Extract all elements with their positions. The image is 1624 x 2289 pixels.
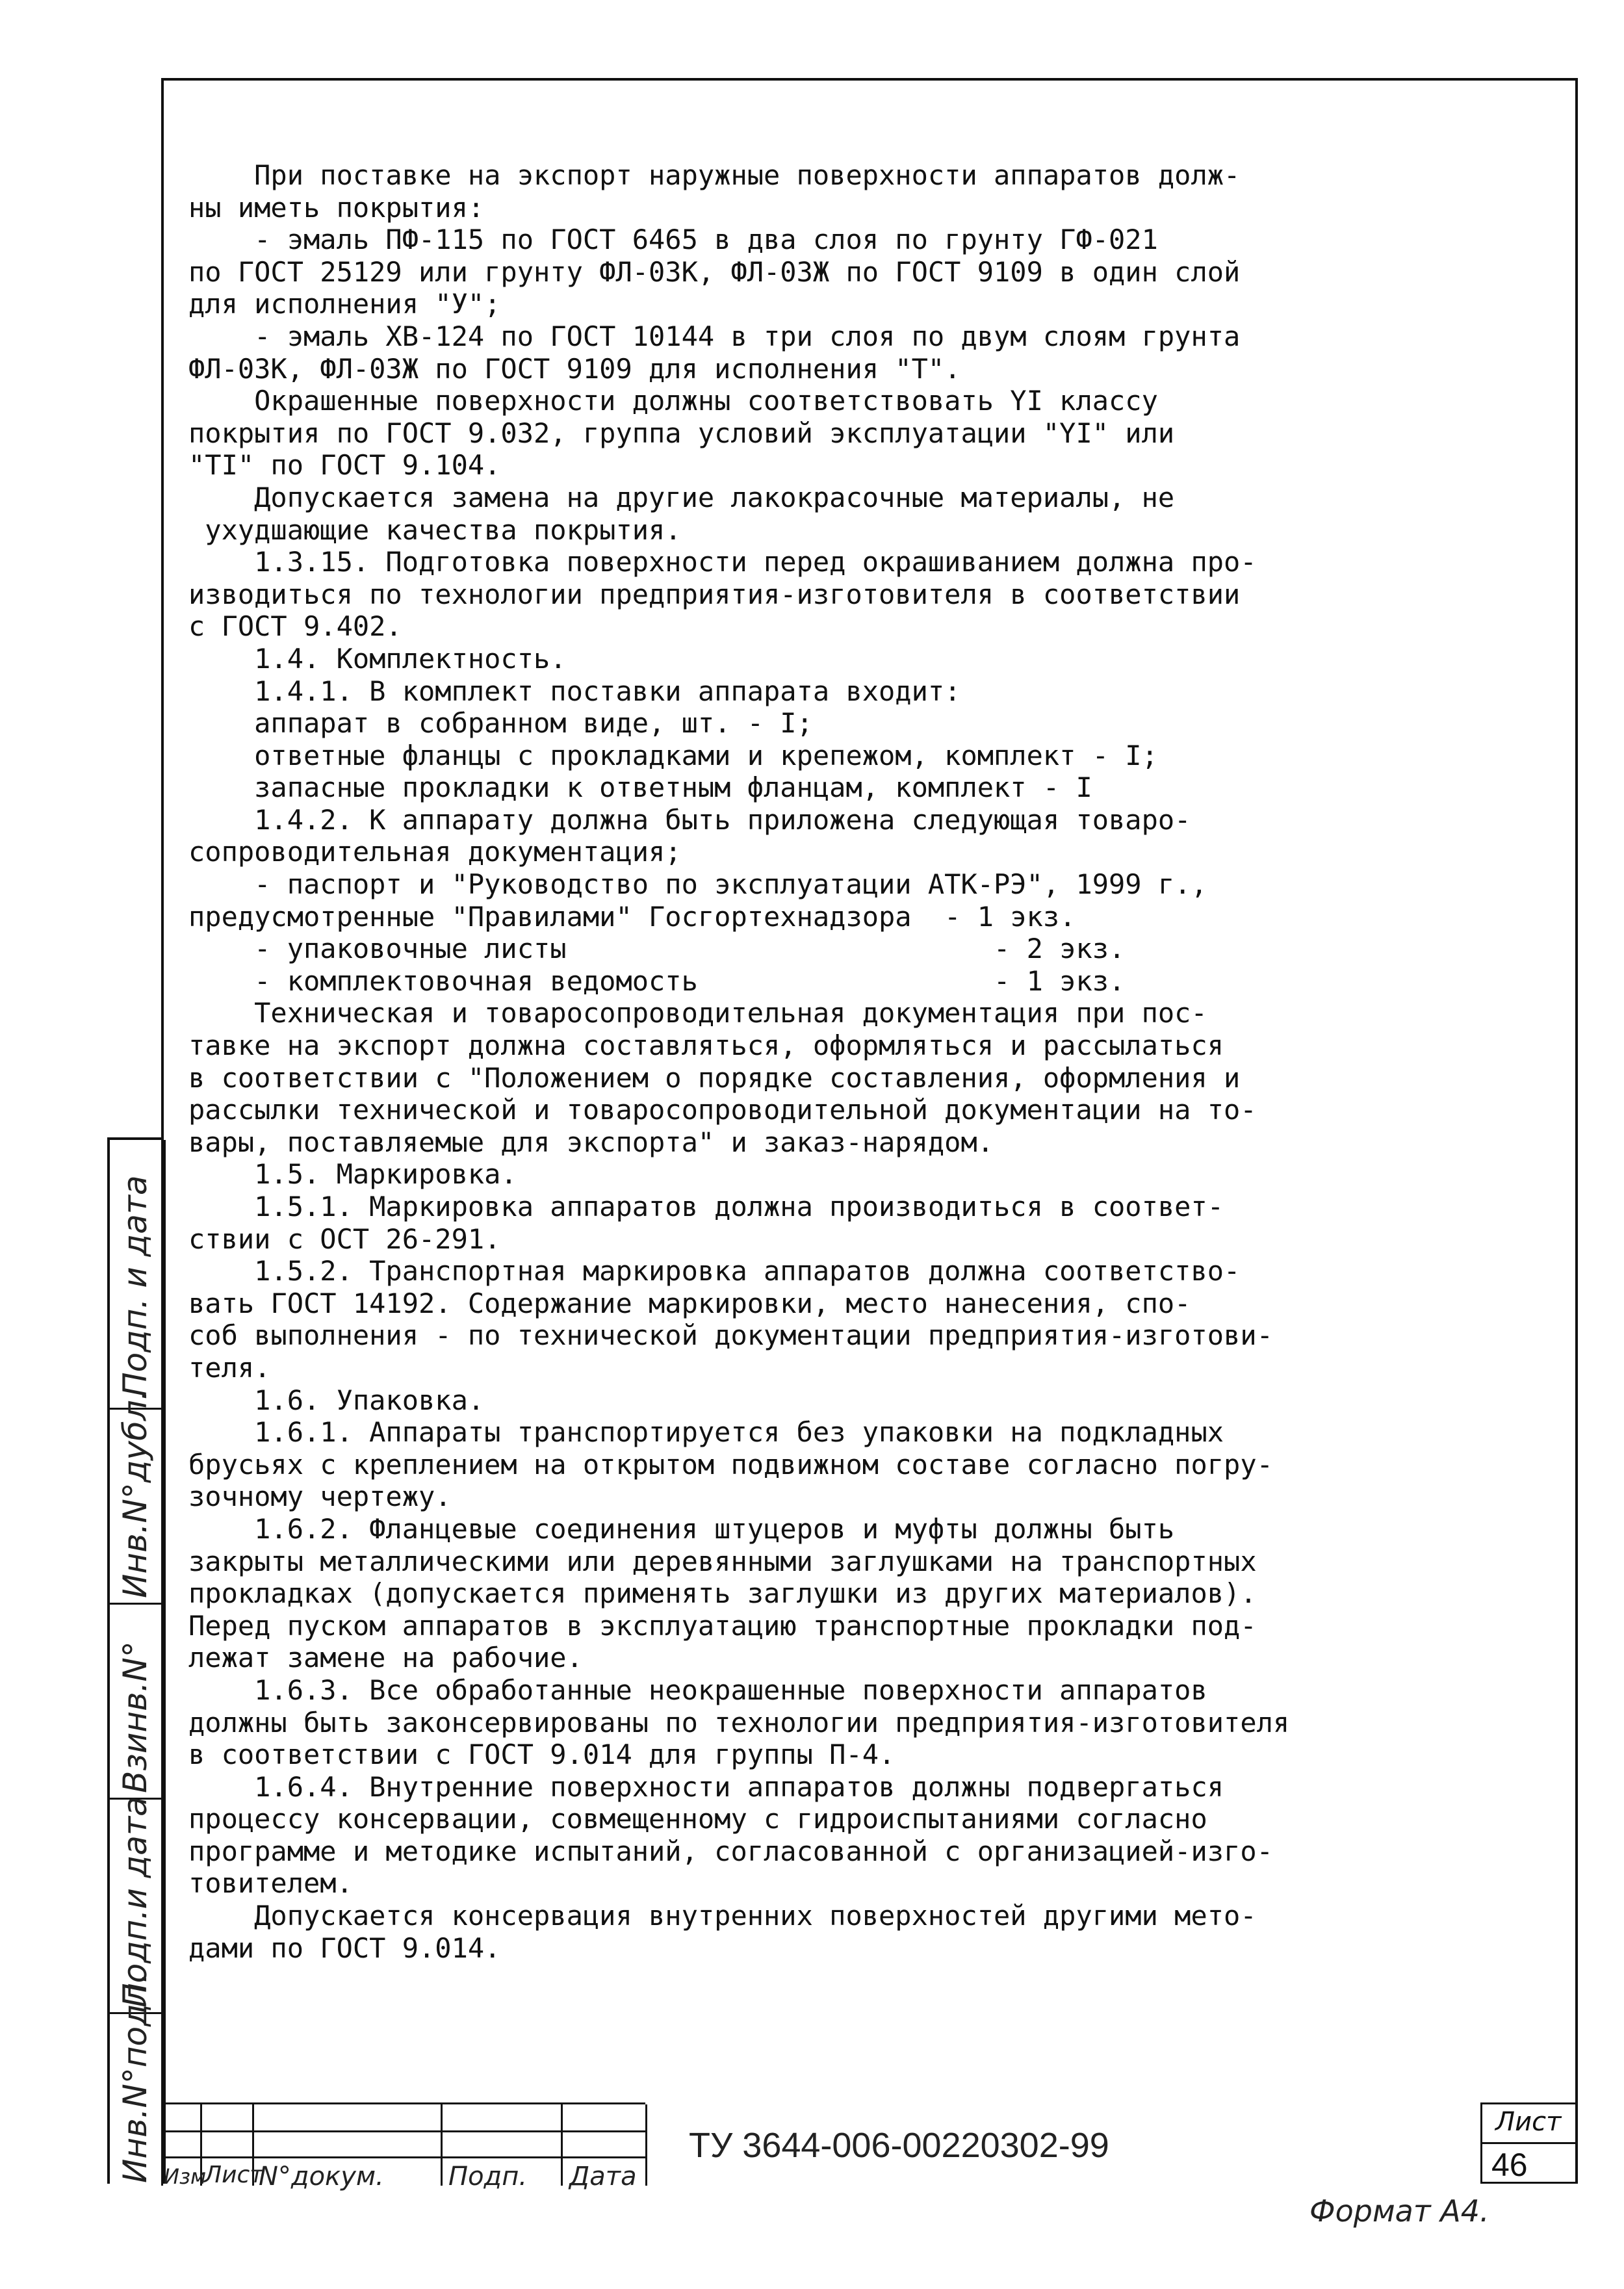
body-text-line: вать ГОСТ 14192. Содержание маркировки, место нанесения, спо- bbox=[188, 1287, 1191, 1319]
left-stamp-column bbox=[107, 1137, 161, 2184]
body-text-line: 1.6.1. Аппараты транспортируется без упаковки на подкладных bbox=[188, 1416, 1224, 1449]
sheet-number: 46 bbox=[1491, 2147, 1528, 2183]
body-text-line: Окрашенные поверхности должны соответствовать YI классу bbox=[188, 385, 1158, 417]
grid-line bbox=[161, 2156, 645, 2158]
body-text-line: При поставке на экспорт наружные поверхности аппаратов долж- bbox=[188, 159, 1241, 191]
body-text-line: - эмаль ХВ-124 по ГОСТ 10144 в три слоя по двум слоям грунта bbox=[188, 320, 1241, 352]
sheet-number-box bbox=[1480, 2102, 1578, 2184]
stamp-cell-replaced-inventory bbox=[110, 1605, 164, 1800]
body-text-line: 1.5. Маркировка. bbox=[188, 1158, 517, 1191]
column-label-change: Изм bbox=[164, 2164, 207, 2189]
grid-line bbox=[645, 2104, 647, 2186]
body-text-line: программе и методике испытаний, согласованной с организацией-изго- bbox=[188, 1835, 1273, 1867]
grid-line bbox=[561, 2104, 563, 2186]
body-text-line: с ГОСТ 9.402. bbox=[188, 610, 402, 643]
body-text-line: покрытия по ГОСТ 9.032, группа условий эксплуатации "YI" или bbox=[188, 417, 1175, 449]
page-format-label: Формат А4. bbox=[1309, 2193, 1489, 2229]
stamp-cell-sign-date-1 bbox=[110, 1140, 164, 1410]
body-text-line: Перед пуском аппаратов в эксплуатацию транспортные прокладки под- bbox=[188, 1609, 1257, 1642]
body-text-line: сопроводительная документация; bbox=[188, 836, 682, 868]
stamp-label-dup-inventory: Инв.N°дубл. bbox=[116, 1390, 154, 1598]
body-text-line: аппарат в собранном виде, шт. - I; bbox=[188, 707, 813, 740]
body-text-line: лежат замене на рабочие. bbox=[188, 1642, 583, 1674]
body-text-line: ствии с ОСТ 26-291. bbox=[188, 1222, 501, 1255]
body-text-line: ухудшающие качества покрытия. bbox=[188, 513, 682, 546]
grid-line bbox=[441, 2104, 443, 2186]
body-text-line: 1.6. Упаковка. bbox=[188, 1384, 485, 1416]
stamp-cell-original-inventory bbox=[110, 1972, 164, 2186]
body-text-line: в соответствии с "Положением о порядке составления, оформления и bbox=[188, 1061, 1241, 1094]
column-label-sheet: Лист bbox=[204, 2162, 264, 2188]
body-text-line: - паспорт и "Руководство по эксплуатации АТК-РЭ", 1999 г., bbox=[188, 868, 1207, 901]
body-text-line: Техническая и товаросопроводительная документация при пос- bbox=[188, 997, 1207, 1029]
body-text-line: запасные прокладки к ответным фланцам, комплект - I bbox=[188, 771, 1092, 804]
body-text-line: Допускается консервация внутренних поверхностей другими мето- bbox=[188, 1900, 1257, 1932]
body-text-line: теля. bbox=[188, 1351, 271, 1384]
stamp-label-sign-date-1: Подп. и дата bbox=[116, 1175, 154, 1397]
body-text-line: - эмаль ПФ-115 по ГОСТ 6465 в два слоя по грунту ГФ-021 bbox=[188, 224, 1158, 256]
body-text-line: 1.3.15. Подготовка поверхности перед окрашиванием должна про- bbox=[188, 546, 1257, 578]
sheet-label: Лист bbox=[1495, 2107, 1562, 2137]
body-text-line: вары, поставляемые для экспорта" и заказ-нарядом. bbox=[188, 1126, 994, 1158]
body-text-line: рассылки технической и товаросопроводительной документации на то- bbox=[188, 1094, 1257, 1126]
body-text-line: тавке на экспорт должна составляться, оформляться и рассылаться bbox=[188, 1029, 1224, 1062]
body-text-line: 1.6.3. Все обработанные неокрашенные поверхности аппаратов bbox=[188, 1674, 1207, 1706]
column-label-doc-number: N°докум. bbox=[259, 2162, 384, 2192]
body-text-line: - комплектовочная ведомость - 1 экз. bbox=[188, 964, 1126, 997]
grid-line bbox=[161, 2104, 163, 2186]
document-body bbox=[188, 159, 1514, 1964]
stamp-label-original-inventory: Инв.N°подл. bbox=[116, 1972, 154, 2183]
stamp-label-sign-date-2: Подп.и дата bbox=[116, 1796, 154, 2008]
body-text-line: 1.6.4. Внутренние поверхности аппаратов должны подвергаться bbox=[188, 1770, 1224, 1803]
stamp-divider bbox=[164, 1140, 166, 2184]
sheet-divider bbox=[1482, 2142, 1576, 2144]
body-text-line: дами по ГОСТ 9.014. bbox=[188, 1932, 501, 1964]
body-text-line: соб выполнения - по технической документации предприятия-изготови- bbox=[188, 1319, 1273, 1352]
body-text-line: товителем. bbox=[188, 1867, 353, 1900]
body-text-line: ны иметь покрытия: bbox=[188, 191, 485, 224]
body-text-line: процессу консервации, совмещенному с гидроиспытаниями согласно bbox=[188, 1803, 1207, 1835]
body-text-line: Допускается замена на другие лакокрасочные материалы, не bbox=[188, 481, 1175, 513]
body-text-line: предусмотренные "Правилами" Госгортехнадзора - 1 экз. bbox=[188, 900, 1076, 933]
body-text-line: ответные фланцы с прокладками и крепежом, комплект - I; bbox=[188, 739, 1158, 771]
body-text-line: ФЛ-03К, ФЛ-03Ж по ГОСТ 9109 для исполнения "Т". bbox=[188, 352, 961, 385]
body-text-line: для исполнения "У"; bbox=[188, 288, 501, 320]
body-text-line: зочному чертежу. bbox=[188, 1481, 452, 1513]
body-text-line: 1.5.2. Транспортная маркировка аппаратов должна соответство- bbox=[188, 1255, 1241, 1287]
column-label-signature: Подп. bbox=[448, 2162, 528, 2192]
title-block-grid bbox=[161, 2102, 645, 2192]
body-text-line: брусьях с креплением на открытом подвижном составе согласно погру- bbox=[188, 1448, 1273, 1481]
body-text-line: изводиться по технологии предприятия-изготовителя в соответствии bbox=[188, 578, 1241, 610]
stamp-cell-dup-inventory bbox=[110, 1390, 164, 1605]
body-text-line: 1.6.2. Фланцевые соединения штуцеров и муфты должны быть bbox=[188, 1512, 1175, 1545]
body-text-line: 1.4. Комплектность. bbox=[188, 642, 567, 675]
body-text-line: "TI" по ГОСТ 9.104. bbox=[188, 449, 501, 482]
body-text-line: 1.5.1. Маркировка аппаратов должна производиться в соответ- bbox=[188, 1191, 1224, 1222]
stamp-label-replaced-inventory: Взинв.N° bbox=[116, 1641, 154, 1793]
body-text-line: 1.4.2. К аппарату должна быть приложена следующая товаро- bbox=[188, 803, 1191, 836]
body-text-line: по ГОСТ 25129 или грунту ФЛ-03К, ФЛ-03Ж по ГОСТ 9109 в один слой bbox=[188, 255, 1241, 288]
body-text-line: - упаковочные листы - 2 экз. bbox=[188, 933, 1126, 965]
column-label-date: Дата bbox=[569, 2162, 637, 2192]
body-text-line: в соответствии с ГОСТ 9.014 для группы П-4. bbox=[188, 1739, 896, 1771]
grid-line bbox=[161, 2130, 645, 2132]
body-text-line: прокладках (допускается применять заглушки из других материалов). bbox=[188, 1577, 1257, 1610]
document-number: ТУ 3644-006-00220302-99 bbox=[689, 2126, 1109, 2165]
body-text-line: 1.4.1. В комплект поставки аппарата входит: bbox=[188, 675, 961, 707]
body-text-line: должны быть законсервированы по технологии предприятия-изготовителя bbox=[188, 1706, 1290, 1739]
body-text-line: закрыты металлическими или деревянными заглушками на транспортных bbox=[188, 1545, 1257, 1577]
